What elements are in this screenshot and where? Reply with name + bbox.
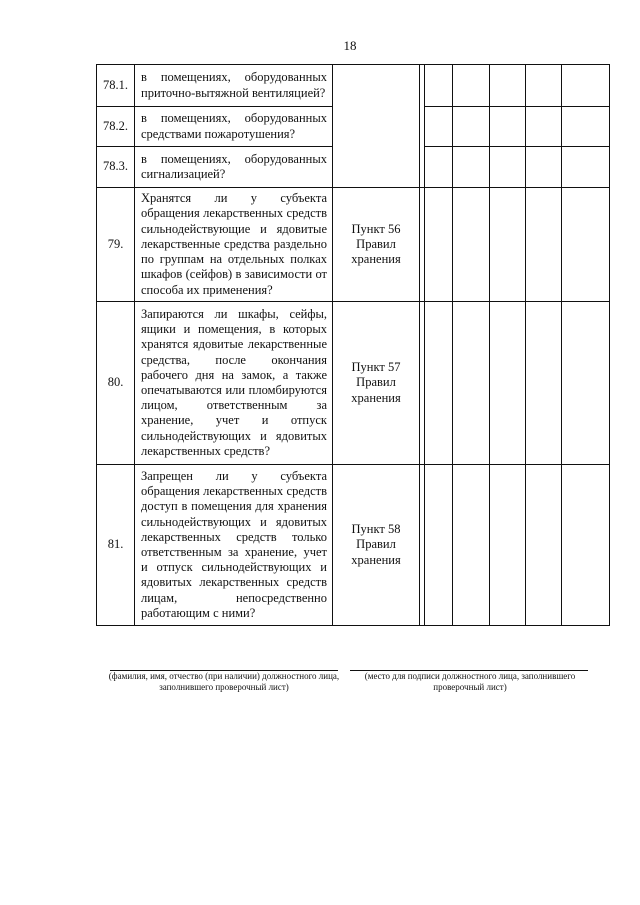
row-number: 78.3. (97, 147, 135, 188)
row-question: Запираются ли шкафы, сейфы, ящики и помещения, в которых хранятся ядовитые лекарственные средства, после окончания рабочего дня на замок, а также опечатываются или пломбируются лицом, ответственным за хранение, учет и отпуск сильнодействующих и ядовитых лекарственных средств? (135, 302, 333, 465)
answer-cell[interactable] (425, 302, 453, 465)
answer-cell[interactable] (425, 65, 453, 107)
answer-cell[interactable] (425, 147, 453, 188)
answer-cell[interactable] (490, 65, 526, 107)
row-question: в помещениях, оборудованных приточно-вытяжной вентиляцией? (135, 65, 333, 107)
row-number: 81. (97, 465, 135, 626)
page-number: 18 (343, 38, 357, 53)
table-row (97, 302, 610, 465)
checklist-table (96, 64, 610, 626)
row-question: Запрещен ли у субъекта обращения лекарственных средств доступ в помещения для хранения сильнодействующих и ядовитых лекарственных средств только ответственным за хранение, учет и отпуск сильнодействующих и ядовитых лекарственных средств лицам, непосредственно работающим с ними? (135, 465, 333, 626)
answer-cell[interactable] (453, 65, 490, 107)
answer-cell[interactable] (490, 302, 526, 465)
row-number: 79. (97, 188, 135, 302)
row-reference (333, 65, 420, 188)
table-row (97, 465, 610, 626)
answer-cell[interactable] (453, 107, 490, 147)
row-number: 78.1. (97, 65, 135, 107)
answer-cell[interactable] (490, 147, 526, 188)
answer-cell[interactable] (562, 302, 610, 465)
answer-cell[interactable] (453, 465, 490, 626)
answer-cell[interactable] (526, 188, 562, 302)
table-row (97, 188, 610, 302)
answer-cell[interactable] (562, 107, 610, 147)
answer-cell[interactable] (490, 188, 526, 302)
answer-cell[interactable] (562, 465, 610, 626)
row-question: Хранятся ли у субъекта обращения лекарственных средств сильнодействующие и ядовитые лекарственные средства раздельно по группам на отдельных полках шкафов (сейфов) в зависимости от способа их применения? (135, 188, 333, 302)
row-number: 80. (97, 302, 135, 465)
row-question: в помещениях, оборудованных средствами пожаротушения? (135, 107, 333, 147)
answer-cell[interactable] (562, 147, 610, 188)
table-row (97, 65, 610, 107)
answer-cell[interactable] (526, 302, 562, 465)
answer-cell[interactable] (453, 188, 490, 302)
signature-place-caption: (место для подписи должностного лица, заполнившего проверочный лист) (364, 671, 576, 692)
answer-cell[interactable] (526, 147, 562, 188)
answer-cell[interactable] (425, 107, 453, 147)
answer-cell[interactable] (425, 465, 453, 626)
answer-cell[interactable] (453, 147, 490, 188)
answer-cell[interactable] (490, 107, 526, 147)
answer-cell[interactable] (526, 65, 562, 107)
row-number: 78.2. (97, 107, 135, 147)
row-reference: Пункт 56 Правил хранения (333, 188, 420, 302)
answer-cell[interactable] (526, 465, 562, 626)
row-question: в помещениях, оборудованных сигнализацией? (135, 147, 333, 188)
row-reference: Пункт 57 Правил хранения (333, 302, 420, 465)
signature-name-caption: (фамилия, имя, отчество (при наличии) должностного лица, заполнившего проверочный лист) (108, 671, 340, 692)
answer-cell[interactable] (490, 465, 526, 626)
answer-cell[interactable] (562, 65, 610, 107)
answer-cell[interactable] (562, 188, 610, 302)
answer-cell[interactable] (425, 188, 453, 302)
row-reference: Пункт 58 Правил хранения (333, 465, 420, 626)
answer-cell[interactable] (453, 302, 490, 465)
answer-cell[interactable] (526, 107, 562, 147)
